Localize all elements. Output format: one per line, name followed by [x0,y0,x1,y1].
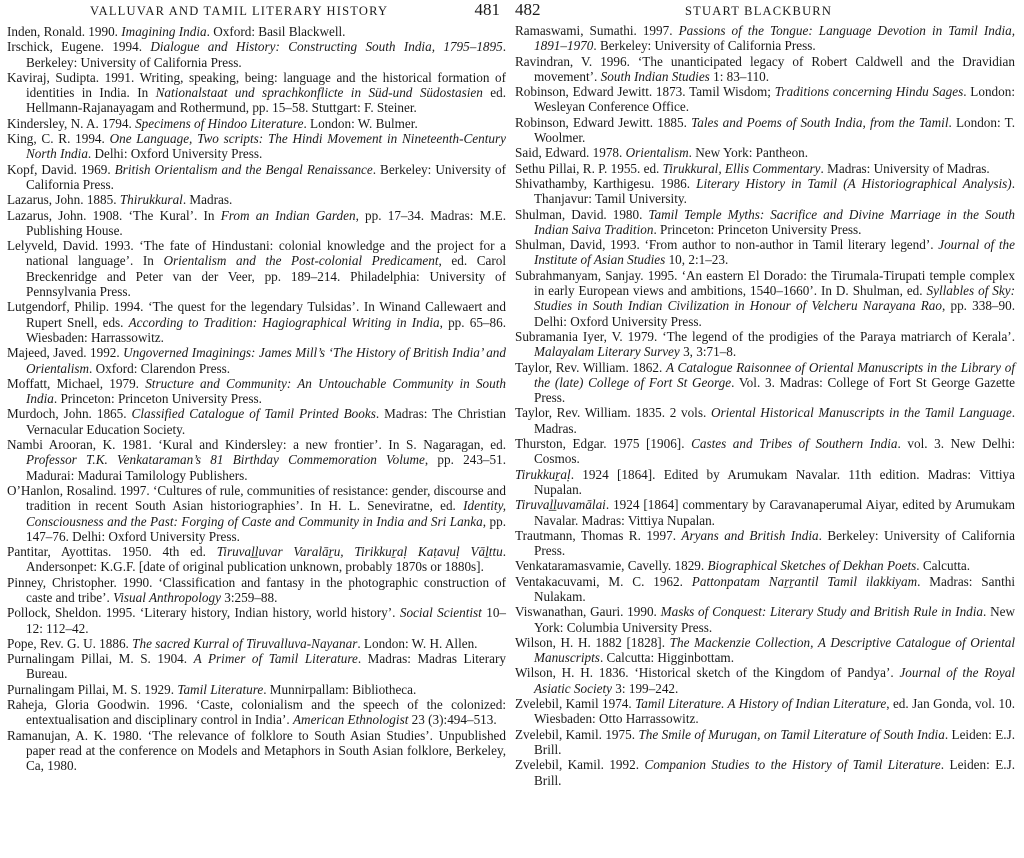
entry-title: The Smile of Murugan, on Tamil Literature of South India [638,726,945,742]
entry-text: . London: Wesleyan Conference Office. [534,84,1015,115]
entry-text: . 1924 [1864] commentary by Caravanaperumal Aiyar, edited by Arumukam Navalar. Madras: Vittiya Nupalan. [534,497,1015,528]
bibliography-entry [7,238,506,299]
entry-text: Pantitar, Ayottitas. 1950. 4th ed. [7,544,217,560]
entry-text: Trautmann, Thomas R. 1997. [515,527,682,543]
entry-text: 3, 3:71–8. [679,344,737,360]
entry-title: Biographical Sketches of Dekhan Poets [707,558,917,574]
entry-text: Purnalingam Pillai, M. S. 1904. [7,651,194,667]
entry-title: One Language, Two scripts: The Hindi Movement in Nineteenth-Century North India [26,131,506,162]
entry-text: . Madras: The Christian Vernacular Education Society. [26,406,506,437]
entry-title: Oriental Historical Manuscripts in the Tamil Language [710,405,1012,421]
bibliography-entry [515,497,1015,528]
entry-title: Tiruvaḻḻuvamālai [515,497,606,513]
entry-text: 10–12: 112–42. [26,605,507,636]
entry-title: Structure and Community: An Untouchable Community in South India [26,375,506,407]
entry-title: Tamil Literature [177,681,264,697]
bibliography-entry [515,176,1015,207]
bibliography-entry [7,208,506,239]
entry-text: Kaviraj, Sudipta. 1991. Writing, speaking, being: language and the historical formation of identities in India. In [7,69,506,101]
entry-title: Masks of Conquest: Literary Study and British Rule in India [660,604,984,620]
bibliography-entry [7,728,506,774]
entry-title: Dialogue and History: Constructing South India, 1795–1895 [150,39,503,55]
entry-title: Identity, Consciousness and the Past: Forging of Caste and Community in India and Sri Lanka [26,498,506,529]
entry-text: Robinson, Edward Jewitt. 1885. [515,114,692,130]
entry-text: Moffatt, Michael, 1979. [7,375,146,391]
entry-text: Murdoch, John. 1865. [7,406,132,422]
entry-text: . Munnirpallam: Bibliotheca. [263,681,417,697]
entry-title: Ungoverned Imaginings: James Mill’s ‘The History of British India’ and Orientalism [26,345,506,376]
bibliography-entry [7,39,506,70]
entry-title: Journal of the Institute of Asian Studies [534,237,1015,268]
entry-title: From an Indian Garden [220,207,356,223]
entry-text: O’Hanlon, Rosalind. 1997. ‘Cultures of rule, communities of resistance: gender, discourse and tradition in recent South Asian historiographies’. In H. L. Seneviratne, ed. [7,482,506,514]
entry-title: Nationalstaat und sprachkonflicte in Süd-und Südostasien [155,85,483,101]
entry-text: Said, Edward. 1978. [515,145,626,161]
entry-title: Visual Anthropology [113,589,221,605]
entry-text: . Vol. 3. Madras: College of Fort St George Gazette Press. [534,374,1015,406]
entry-text: Ramaswami, Sumathi. 1997. [515,23,679,38]
entry-text: Wilson, H. H. 1836. ‘Historical sketch of the Kingdom of Pandya’. [515,665,900,681]
entry-title: Orientalism and the Post-colonial Predicament [163,253,439,269]
bibliography-entry [7,575,506,606]
entry-title: Specimens of Hindoo Literature [135,115,304,131]
entry-text: Robinson, Edward Jewitt. 1873. Tamil Wisdom; [515,84,775,100]
bibliography-entry [515,574,1015,605]
bibliography-entry [515,665,1015,696]
bibliography-entry [7,116,506,131]
bibliography-entry [515,604,1015,635]
entry-text: Shulman, David, 1993. ‘From author to non-author in Tamil literary legend’. [515,237,939,253]
entry-text: . Leiden: E.J. Brill. [534,726,1016,757]
entry-text: ed. Hellmann-Rajanayagam and Rothermund, pp. 15–58. Stuttgart: F. Steiner. [26,85,506,116]
bibliography-entry [515,727,1015,758]
entry-text: . Andersonpet: K.G.F. [date of original publication unknown, probably 1870s or 1880s]. [26,544,507,575]
entry-text: , pp. 243–51. Madurai: Madurai Tamilology Publishers. [26,452,506,483]
bibliography-list [7,24,506,774]
bibliography-entry [515,207,1015,238]
entry-text: Ravindran, V. 1996. ‘The unanticipated legacy of Robert Caldwell and the Dravidian movement’. [515,53,1015,84]
right-page [512,0,1024,858]
entry-text: , pp. 17–34. Madras: M.E. Publishing House. [26,207,507,238]
entry-text: 1: 83–110. [709,68,770,84]
entry-text: . Leiden: E.J. Brill. [534,757,1015,788]
entry-text: 10, 2:1–23. [665,252,729,268]
bibliography-entry [515,405,1015,436]
entry-text: Wilson, H. H. 1882 [1828]. [515,634,670,650]
entry-text: 3: 199–242. [612,680,679,696]
entry-text: . Berkeley: University of California Press. [534,527,1015,559]
entry-text: King, C. R. 1994. [7,131,110,147]
bibliography-entry [515,528,1015,559]
bibliography-entry [515,161,1015,176]
bibliography-entry [515,467,1015,498]
entry-text: Kindersley, N. A. 1794. [7,115,136,131]
bibliography-entry [515,145,1015,160]
entry-text: . Madras: Santhi Nulakam. [534,573,1016,604]
entry-text: Ramanujan, A. K. 1980. ‘The relevance of folklore to South Asian Studies’. Unpublished paper read at the conference on Models and Metaphors in South Asian folklore, Berkeley, Ca, 1980. [7,727,506,774]
bibliography-entry [515,237,1015,268]
entry-title: Social Scientist [399,605,482,621]
bibliography-entry [7,131,506,162]
entry-text: . New York: Pantheon. [688,145,809,161]
entry-text: Subramania Iyer, V. 1979. ‘The legend of the prodigies of the Paraya matriarch of Kerala’. [515,328,1015,344]
bibliography-entry [7,376,506,407]
entry-title: The Mackenzie Collection, A Descriptive Catalogue of Oriental Manuscripts [534,634,1015,666]
entry-title: The sacred Kurral of Tiruvalluva-Nayanar [132,635,358,651]
entry-text: . Madras. [534,405,1015,436]
entry-text: . Madras: University of Madras. [820,160,990,176]
entry-text: Taylor, Rev. William. 1862. [515,359,666,375]
entry-text: Taylor, Rev. William. 1835. 2 vols. [515,405,711,421]
entry-text: Kopf, David. 1969. [7,161,115,177]
entry-text: . London: T. Woolmer. [534,114,1015,146]
entry-text: . Oxford: Clarendon Press. [89,360,231,376]
entry-text: . New York: Columbia University Press. [534,604,1015,635]
running-head-title: VALLUVAR AND TAMIL LITERARY HISTORY [90,4,389,18]
entry-text: Purnalingam Pillai, M. S. 1929. [7,681,178,697]
entry-text: 3:259–88. [220,589,278,605]
bibliography-entry [7,345,506,376]
entry-text: Pinney, Christopher. 1990. ‘Classification and fantasy in the photographic construction of caste and tribe’. [7,574,506,605]
bibliography-entry [7,299,506,345]
bibliography-entry [7,192,506,207]
running-head-title: STUART BLACKBURN [685,4,833,18]
bibliography-entry [7,544,506,575]
entry-title: Thirukkural [119,192,183,208]
entry-text: Zvelebil, Kamil. 1975. [515,726,639,742]
bibliography-entry [7,162,506,193]
entry-text: , pp. 338–90. Delhi: Oxford University Press. [534,298,1016,329]
entry-title: Pattonpatam Naṟṟantil Tamil ilakkiyam [691,573,918,589]
entry-text: Inden, Ronald. 1990. [7,24,122,39]
bibliography-entry [7,697,506,728]
bibliography-list [515,23,1015,788]
entry-title: Malayalam Literary Survey [534,344,680,360]
entry-text: Lazarus, John. 1908. ‘The Kural’. In [7,207,221,223]
entry-title: Companion Studies to the History of Tamil Literature [644,757,941,773]
entry-title: British Orientalism and the Bengal Renaissance [114,161,373,177]
entry-title: South Indian Studies [600,68,710,84]
entry-text: , ed. Carol Breckenridge and Peter van der Veer, pp. 189–214. Philadelphia: University of Pennsylvania Press. [26,253,506,300]
entry-title: Classified Catalogue of Tamil Printed Books [131,406,376,422]
bibliography-entry [7,682,506,697]
entry-title: Castes and Tribes of Southern India [691,436,898,452]
entry-title: Aryans and British India [681,527,819,543]
entry-text: . vol. 3. New Delhi: Cosmos. [534,436,1015,467]
entry-title: Literary History in Tamil (A Historiographical Analysis) [696,175,1012,191]
bibliography-entry [515,329,1015,360]
bibliography-entry [7,651,506,682]
bibliography-entry [7,437,506,483]
entry-text: Majeed, Javed. 1992. [7,345,124,361]
page-number: 482 [515,0,541,19]
entry-text: Shivathamby, Karthigesu. 1986. [515,175,697,191]
bibliography-entry [7,70,506,116]
bibliography-entry [7,483,506,544]
entry-text: . Calcutta: Higginbottam. [599,650,734,666]
entry-text: Zvelebil, Kamil. 1992. [515,757,645,773]
entry-title: According to Tradition: Hagiographical Writing in India [128,314,440,330]
entry-text: , ed. Jan Gonda, vol. 10. Wiesbaden: Otto Harrassowitz. [534,696,1015,727]
entry-title: American Ethnologist [292,712,409,728]
entry-text: Lutgendorf, Philip. 1994. ‘The quest for the legendary Tulsidas’. In Winand Callewaert and Rupert Snell, eds. [7,299,506,330]
entry-title: Tales and Poems of South India, from the Tamil [691,114,949,130]
entry-title: Journal of the Royal Asiatic Society [534,665,1015,696]
entry-text: Lazarus, John. 1885. [7,192,120,208]
entry-text: Raheja, Gloria Goodwin. 1996. ‘Caste, colonialism and the speech of the colonized: entextualisation and disciplinary control in India’. [7,697,506,728]
entry-text: Irschick, Eugene. 1994. [7,39,151,55]
entry-text: . Calcutta. [916,558,971,574]
entry-text: . Thanjavur: Tamil University. [534,175,1015,207]
entry-text: 23 (3):494–513. [408,712,497,728]
entry-text: . Berkeley: University of California Press. [593,38,816,54]
entry-text: Sethu Pillai, R. P. 1955. ed. [515,160,663,176]
entry-text: Subrahmanyam, Sanjay. 1995. ‘An eastern El Dorado: the Tirumala-Tirupati temple complex in early European views and ambitions, 1540–1660’. In D. Shulman, ed. [515,267,1015,299]
entry-text: Ventakacuvami, M. C. 1962. [515,573,692,589]
bibliography-entry [7,24,506,39]
entry-text: . Berkeley: University of California Press. [26,161,506,192]
bibliography-entry [515,696,1015,727]
entry-text: . Madras: Madras Literary Bureau. [26,651,507,682]
entry-title: Tamil Literature. A History of Indian Literature [635,696,887,712]
running-header [515,0,1015,24]
bibliography-entry [515,115,1015,146]
entry-title: Orientalism [625,145,689,161]
entry-title: A Primer of Tamil Literature [193,651,358,667]
entry-text: Nambi Arooran, K. 1981. ‘Kural and Kindersley: a new frontier’. In S. Nagaragan, ed. [7,437,506,453]
entry-text: . Oxford: Basil Blackwell. [206,24,346,39]
bibliography-entry [7,636,506,651]
entry-text: , pp. 65–86. Wiesbaden: Harrassowitz. [26,314,506,345]
entry-text: . London: W. H. Allen. [357,635,478,651]
entry-title: A Catalogue Raisonnee of Oriental Manuscripts in the Library of the (late) College of Fort St George [534,359,1015,390]
bibliography-entry [515,436,1015,467]
entry-text: Zvelebil, Kamil 1974. [515,696,636,712]
bibliography-entry [515,635,1015,666]
bibliography-entry [515,757,1015,788]
entry-title: Tiruvaḻḻuvar Varalāṟu, Tirikkuṟaḷ Kaṭavuḷ Vāḻttu [216,544,503,560]
entry-title: Tirukkuṟaḷ [515,466,571,482]
entry-title: Tirukkural, Ellis Commentary [662,160,821,176]
page-number: 481 [474,0,500,19]
bibliography-entry [515,23,1015,54]
entry-title: Imagining India [121,24,207,39]
entry-title: Tamil Temple Myths: Sacrifice and Divine Marriage in the South Indian Saiva Tradition [534,206,1015,237]
bibliography-entry [515,360,1015,406]
entry-text: Thurston, Edgar. 1975 [1906]. [515,436,692,452]
entry-text: Venkataramasvamie, Cavelly. 1829. [515,558,708,574]
entry-text: . 1924 [1864]. Edited by Arumukam Navalar. 11th edition. Madras: Vittiya Nupalan. [534,466,1015,497]
bibliography-entry [515,268,1015,329]
entry-text: . Delhi: Oxford University Press. [87,146,263,162]
entry-title: Passions of the Tongue: Language Devotion in Tamil India, 1891–1970 [534,23,1015,54]
bibliography-entry [7,406,506,437]
entry-title: Professor T.K. Venkataraman’s 81 Birthday Commemoration Volume [26,452,425,468]
bibliography-entry [515,54,1015,85]
bibliography-entry [515,558,1015,573]
entry-title: Syllables of Sky: Studies in South Indian Civilization in Honour of Velcheru Narayana Rao [534,283,1016,314]
entry-title: Traditions concerning Hindu Sages [774,84,964,100]
entry-text: Viswanathan, Gauri. 1990. [515,604,661,620]
entry-text: , pp. 147–76. Delhi: Oxford University Press. [26,513,506,544]
entry-text: Lelyveld, David. 1993. ‘The fate of Hindustani: colonial knowledge and the project for a national language’. In [7,238,506,269]
bibliography-entry [515,84,1015,115]
entry-text: Pope, Rev. G. U. 1886. [7,635,133,651]
entry-text: . Princeton: Princeton University Press. [653,221,862,237]
bibliography-entry [7,605,506,636]
entry-text: . London: W. Bulmer. [303,115,418,131]
running-header [7,0,506,24]
entry-text: . Madras. [182,192,233,208]
entry-text: . Princeton: Princeton University Press. [53,391,262,407]
entry-text: Pollock, Sheldon. 1995. ‘Literary history, Indian history, world history’. [7,605,400,621]
entry-text: . Berkeley: University of California Press. [26,39,506,70]
entry-text: Shulman, David. 1980. [515,206,649,222]
